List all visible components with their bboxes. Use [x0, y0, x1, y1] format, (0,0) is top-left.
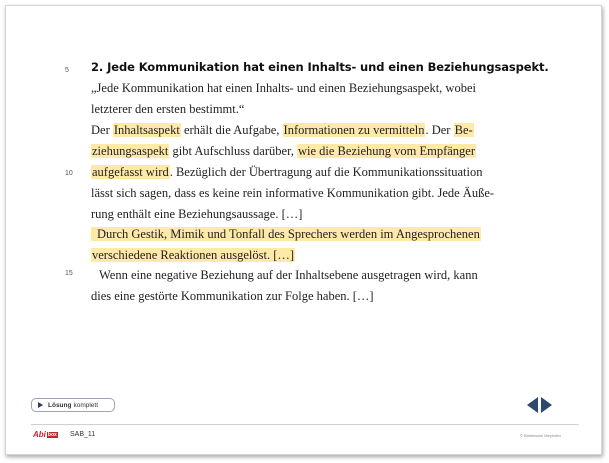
highlight-informationen: Informationen zu vermitteln: [283, 123, 425, 137]
highlight-beziehungsaspekt-end: ziehungsaspekt: [92, 144, 169, 158]
text-line: ziehungsaspekt gibt Aufschluss darüber, wie die Beziehung vom Empfänger: [92, 144, 476, 158]
abi-logo: Abi box: [33, 430, 57, 439]
highlighted-paragraph: [91, 224, 497, 266]
highlight-inhaltsaspekt: Inhaltsaspekt: [113, 123, 180, 137]
text-line: [91, 245, 497, 266]
line-number-5: 5: [65, 67, 69, 74]
text-line: [91, 224, 497, 245]
text-line: Wenn eine negative Beziehung auf der Inhaltsebene ausgetragen wird, kann: [99, 268, 478, 282]
copyright-notice: © Brinkmann Meyhöfer: [520, 433, 561, 438]
play-icon: [38, 402, 43, 408]
line-number-15: 15: [65, 270, 73, 277]
highlight-aufgefasst: aufgefasst wird: [92, 165, 169, 179]
text-line: dies eine gestörte Kommunikation zur Folge haben. […]: [91, 289, 374, 303]
previous-page-icon[interactable]: [527, 397, 538, 413]
line-number-10: 10: [65, 170, 73, 177]
quote-paragraph: [91, 78, 497, 120]
highlight-beziehung: wie die Beziehung vom Empfänger: [297, 144, 476, 158]
solution-complete-button[interactable]: Lösung komplett: [31, 398, 115, 412]
explanation-paragraph: [91, 120, 497, 225]
quote-line: letzterer den ersten bestimmt.“: [91, 102, 245, 116]
next-page-icon[interactable]: [541, 397, 552, 413]
text-line: aufgefasst wird. Bezüglich der Übertragung auf die Kommunikationssituation: [92, 165, 483, 179]
text-line: Der Inhaltsaspekt erhält die Aufgabe, Informationen zu vermitteln. Der Be-: [91, 123, 473, 137]
text-line: rung enthält eine Beziehungsaussage. […]: [91, 207, 303, 221]
quote-line: „Jede Kommunikation hat einen Inhalts- und einen Beziehungsaspekt, wobei: [91, 81, 476, 95]
text-line: lässt sich sagen, dass es keine rein informative Kommunikation gibt. Jede Äuße-: [91, 186, 495, 200]
page-navigation: [527, 397, 557, 415]
highlight-reaktionen: verschiedene Reaktionen ausgelöst. […]: [92, 248, 295, 262]
conclusion-paragraph: [91, 265, 497, 307]
page-code: SAB_11: [70, 431, 96, 438]
highlight-beziehungsaspekt-start: Be-: [454, 123, 473, 137]
footer-divider: [31, 424, 579, 425]
section-heading: 2. Jede Kommunikation hat einen Inhalts- und einen Beziehungsaspekt.: [91, 60, 549, 74]
highlight-gestik: Durch Gestik, Mimik und Tonfall des Sprechers werden im Angesprochenen: [91, 227, 481, 241]
